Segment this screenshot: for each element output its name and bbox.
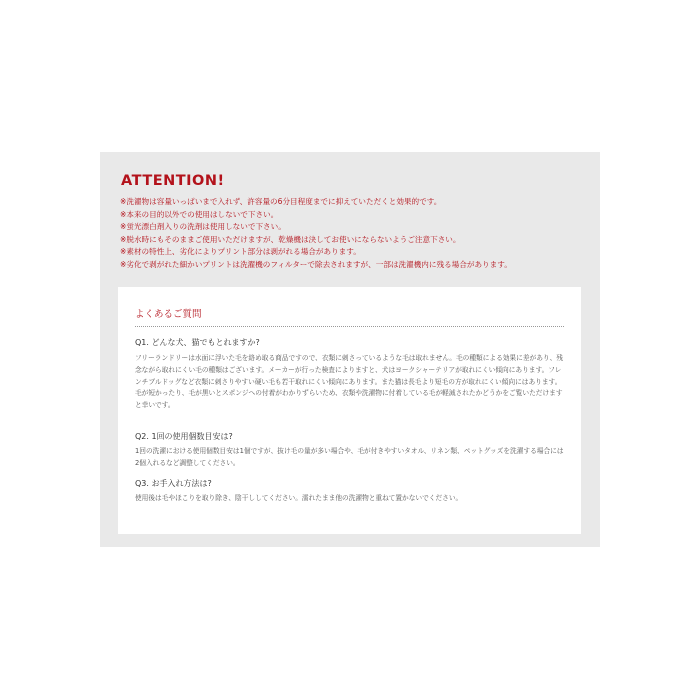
attention-note: ※脱水時にもそのままご使用いただけますが、乾燥機は決してお使いにならないようご注意下さい。 [120,234,461,244]
attention-note: ※洗濯物は容量いっぱいまで入れず、許容量の6分目程度までに抑えていただくと効果的です。 [120,197,442,206]
attention-note: ※蛍光漂白剤入りの洗剤は使用しないで下さい。 [120,222,286,232]
attention-panel [100,152,600,547]
attention-note: ※素材の特性上、劣化によりプリント部分は剥がれる場合があります。 [120,247,361,257]
attention-note: ※劣化で剥がれた細かいプリントは洗濯機のフィルターで除去されますが、一部は洗濯機内に残る場合があります。 [120,259,512,269]
faq-divider [135,326,564,327]
attention-notes [120,196,590,272]
faq-question-2: Q2. 1回の使用個数目安は? [135,432,233,441]
faq-question-1: Q1. どんな犬、猫でもとれますか? [135,338,260,347]
faq-heading: よくあるご質問 [135,309,202,320]
faq-question-3: Q3. お手入れ方法は? [135,479,212,488]
faq-answer-3: 使用後は毛やほこりを取り除き、陰干ししてください。濡れたまま他の洗濯物と重ねて置かないでください。 [135,494,463,502]
faq-answer-1: フリーランドリーは水面に浮いた毛を絡め取る商品ですので、衣類に刺さっているような毛は取れません。毛の種類による効果に差があり、残念ながら取れにくい毛の種類はございます。メーカーが行った検査によりますと、犬はヨークシャーテリアが取れにくい傾向にあります。フレンチブルドッグなど衣類に刺さりやすい硬い毛も若干取れにくい傾向にあります。また猫は長毛より短毛の方が取れにくい傾向にはあります。毛が短かったり、毛が黒いとスポンジへの付着がわかりずらいため、衣類や洗濯物に付着している毛が軽減されたかどうかをご覧いただけますと幸いです。 [135,354,563,410]
attention-title: ATTENTION! [121,173,225,189]
faq-answer-2: 1回の洗濯における使用個数目安は1個ですが、抜け毛の量が多い場合や、毛が付きやすいタオル、リネン類、ペットグッズを洗濯する場合には2個入れるなど調整してください。 [135,447,564,467]
faq-card [118,287,581,534]
attention-note: ※本来の目的以外での使用はしないで下さい。 [120,209,279,219]
